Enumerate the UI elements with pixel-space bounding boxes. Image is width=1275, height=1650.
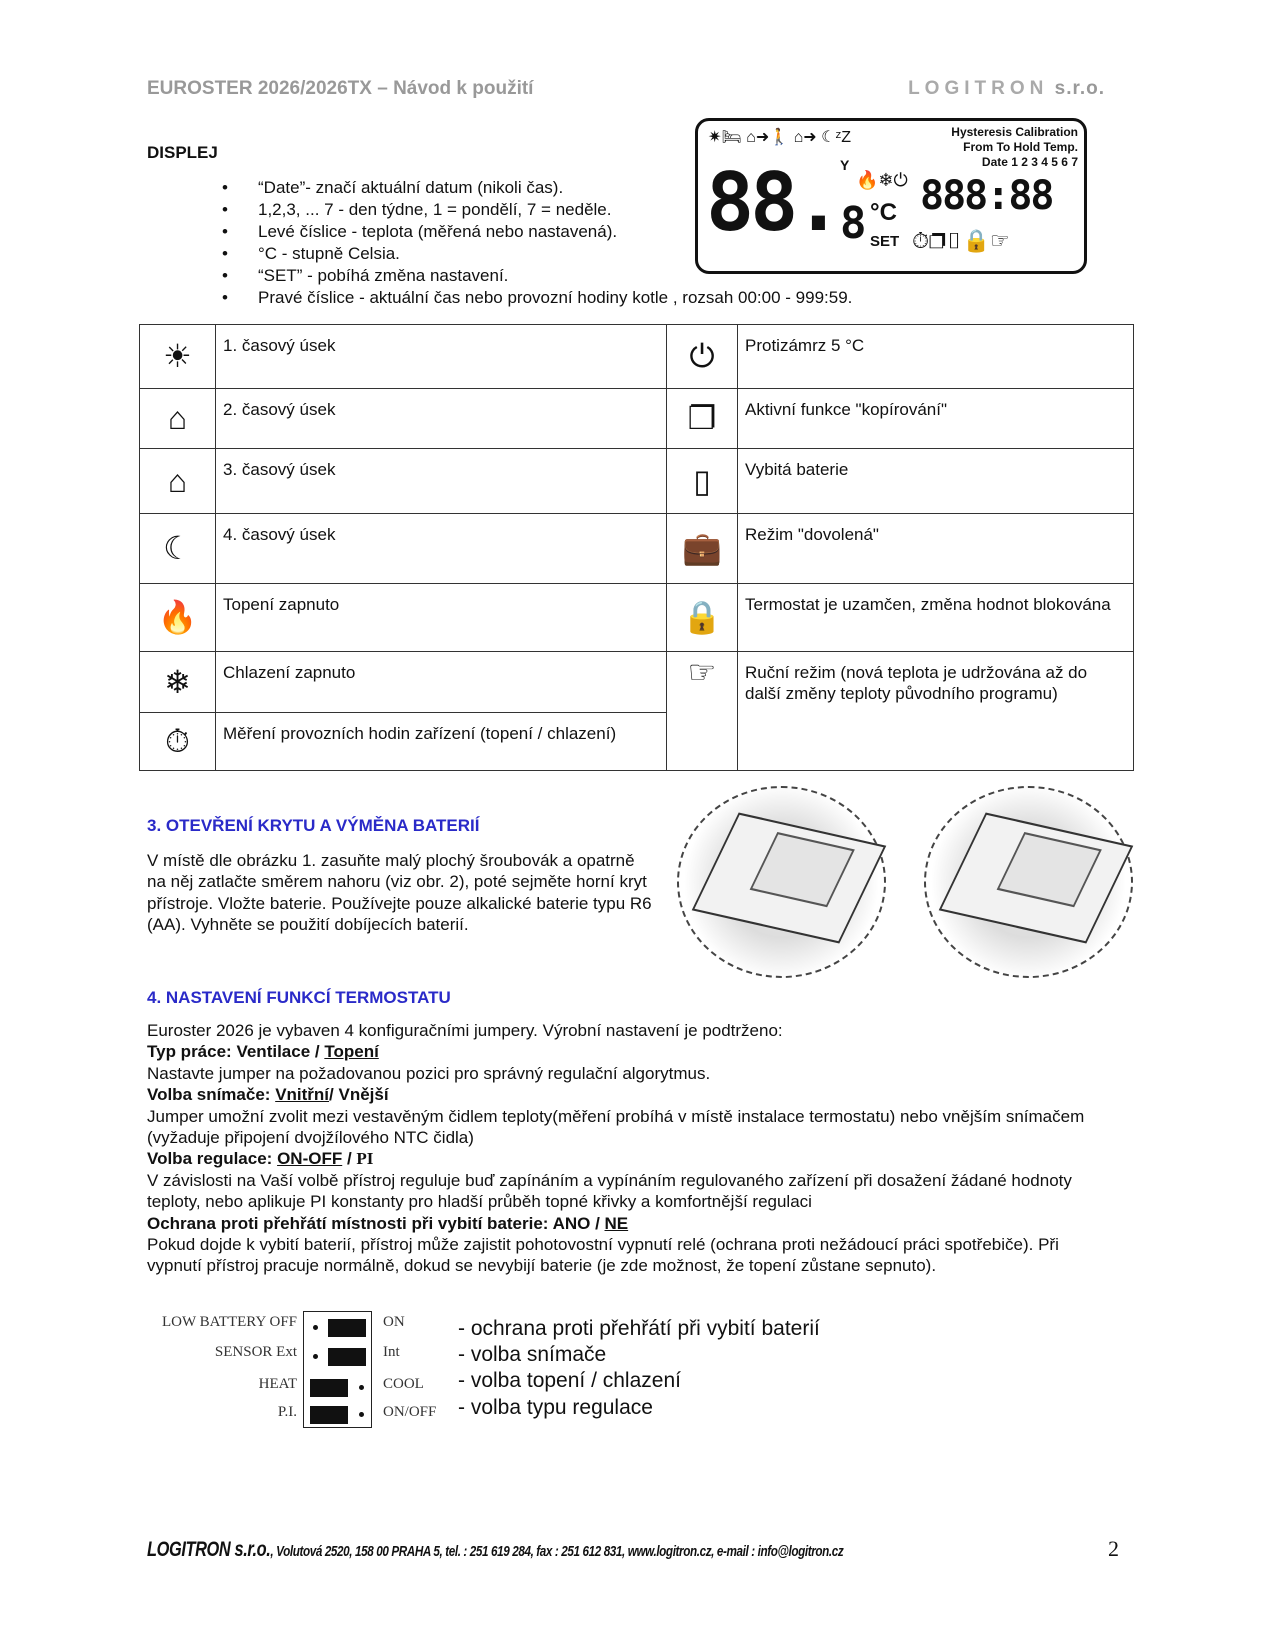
y-mark: Y bbox=[840, 157, 850, 173]
symbol-description: Chlazení zapnuto bbox=[216, 652, 667, 713]
jumper-description: - volba typu regulace bbox=[458, 1396, 653, 1419]
jumper-4 bbox=[310, 1405, 366, 1425]
jumper-description: - volba snímače bbox=[458, 1343, 607, 1366]
flame-icon: 🔥 bbox=[140, 584, 216, 652]
symbol-description: 3. časový úsek bbox=[216, 449, 667, 514]
symbol-description: Aktivní funkce "kopírování" bbox=[738, 389, 1134, 449]
battery-cover-illustration-2 bbox=[924, 786, 1133, 978]
section3-heading: 3. OTEVŘENÍ KRYTU A VÝMĚNA BATERIÍ bbox=[147, 816, 480, 835]
sleep-icon: ☾ bbox=[140, 514, 216, 584]
symbols-table bbox=[139, 324, 1134, 771]
time-digits: 888:88 bbox=[920, 173, 1053, 219]
jumper-left-label: HEAT bbox=[258, 1376, 297, 1392]
temperature-digits: 88. bbox=[706, 156, 839, 249]
lcd-display-diagram bbox=[695, 118, 1087, 274]
footer-contact: LOGITRON s.r.o., Volutová 2520, 158 00 PRAHA 5, tel. : 251 619 284, fax : 251 612 831, www.logitron.cz, e-mail : info@logitron.cz bbox=[147, 1538, 844, 1561]
lcd-labels: Hysteresis Calibration From To Hold Temp. Date 1 2 3 4 5 6 7 bbox=[951, 125, 1078, 169]
symbol-description: 1. časový úsek bbox=[216, 325, 667, 389]
jumper-3 bbox=[310, 1378, 366, 1398]
option-text: Nastavte jumper na požadovanou pozici pro správný regulační algorytmus. bbox=[147, 1063, 711, 1083]
suitcase-icon: 💼 bbox=[667, 514, 738, 584]
bullet-item: • °C - stupně Celsia. bbox=[222, 243, 852, 265]
jumper-option-title: Volba snímače: Vnitřní/ Vnější bbox=[147, 1085, 389, 1105]
option-text: Pokud dojde k vybití baterií, přístroj může zajistit pohotovostní vypnutí relé (ochrana proti nežádoucí práci spotřebiče). Při vypnutí přístroj pracuje normálně, dokud se nevybijí baterie (je zde možnost, že topení zůstane sepnuto). bbox=[147, 1235, 1059, 1276]
jumper-1 bbox=[310, 1318, 366, 1338]
jumper-option-title: Ochrana proti přehřátí místnosti při vybití baterie: ANO / NE bbox=[147, 1213, 629, 1233]
bullet-item: • Levé číslice - teplota (měřená nebo nastavená). bbox=[222, 221, 852, 243]
jumper-left-label: SENSOR Ext bbox=[214, 1344, 297, 1360]
jumper-right-label: Int bbox=[383, 1344, 400, 1360]
jumper-block-diagram bbox=[303, 1311, 372, 1428]
period-icons: ✷🛏 ⌂➜🚶 ⌂➜ ☾ᶻZ bbox=[708, 129, 851, 146]
symbol-description: Topení zapnuto bbox=[216, 584, 667, 652]
bullet-item: • “SET” - pobíhá změna nastavení. bbox=[222, 265, 852, 287]
document-header-title: EUROSTER 2026/2026TX – Návod k použití bbox=[147, 78, 534, 99]
option-text: V závislosti na Vaší volbě přístroj reguluje buď zapínáním a vypínáním regulovaného zařízení při dosažení žádané hodnoty teploty, nebo aplikuje PI konstanty pro hladší průběh topné křivky a komfortnější regulaci bbox=[147, 1170, 1072, 1212]
stopwatch-icon: ⏱ bbox=[140, 713, 216, 771]
battery-icon: ▯ bbox=[667, 449, 738, 514]
section4-body bbox=[147, 1020, 1107, 1277]
jumper-right-label: COOL bbox=[383, 1376, 424, 1392]
symbol-description: Termostat je uzamčen, změna hodnot blokována bbox=[738, 584, 1134, 652]
power-icon: ⏻ bbox=[667, 325, 738, 389]
display-heading: DISPLEJ bbox=[147, 143, 218, 162]
copy-icon: ❐ bbox=[667, 389, 738, 449]
symbol-description: Ruční režim (nová teplota je udržována až do další změny teploty původního programu) bbox=[738, 652, 1134, 771]
jumper-left-label: LOW BATTERY OFF bbox=[161, 1314, 297, 1330]
symbol-description: Režim "dovolená" bbox=[738, 514, 1134, 584]
wake-up-icon: ☀ bbox=[140, 325, 216, 389]
hand-pointer-icon: ☞ bbox=[667, 652, 738, 771]
intro-text: Euroster 2026 je vybaven 4 konfiguračními jumpery. Výrobní nastavení je podtrženo: bbox=[147, 1021, 783, 1040]
symbol-description: Protizámrz 5 °C bbox=[738, 325, 1134, 389]
section4-heading: 4. NASTAVENÍ FUNKCÍ TERMOSTATU bbox=[147, 988, 451, 1007]
status-icons: ⏱❐▯🔒☞ bbox=[912, 228, 1010, 253]
jumper-right-label: ON/OFF bbox=[383, 1404, 437, 1420]
leave-home-icon: ⌂ bbox=[140, 389, 216, 449]
jumper-right-label: ON bbox=[383, 1314, 405, 1330]
set-indicator: SET bbox=[870, 233, 900, 250]
jumper-description: - volba topení / chlazení bbox=[458, 1369, 681, 1392]
company-logo: LOGITRON s.r.o. bbox=[908, 78, 1105, 99]
lock-icon: 🔒 bbox=[667, 584, 738, 652]
decimal-digit: 8 bbox=[840, 198, 867, 249]
page-number: 2 bbox=[1108, 1536, 1119, 1561]
battery-cover-illustration-1 bbox=[677, 786, 886, 978]
section3-text: V místě dle obrázku 1. zasuňte malý plochý šroubovák a opatrně na něj zatlačte směrem nahoru (viz obr. 2), poté sejměte horní kryt přístroje. Vložte baterie. Používejte pouze alkalické baterie typu R6 (AA). Vyhněte se použití dobíjecích baterií. bbox=[147, 851, 652, 935]
bullet-item: • 1,2,3, ... 7 - den týdne, 1 = pondělí, 7 = neděle. bbox=[222, 199, 852, 221]
jumper-option-title: Volba regulace: ON-OFF / PI bbox=[147, 1149, 374, 1169]
option-text: Jumper umožní zvolit mezi vestavěným čidlem teploty(měření probíhá v místě instalace termostatu) nebo vnějším snímačem (vyžaduje připojení dvojžílového NTC čidla) bbox=[147, 1106, 1085, 1148]
celsius-unit: °C bbox=[870, 199, 897, 226]
jumper-option-title: Typ práce: Ventilace / Topení bbox=[147, 1042, 379, 1062]
return-home-icon: ⌂ bbox=[140, 449, 216, 514]
symbol-description: 4. časový úsek bbox=[216, 514, 667, 584]
symbol-description: 2. časový úsek bbox=[216, 389, 667, 449]
jumper-2 bbox=[310, 1347, 366, 1367]
bullet-item: • Pravé číslice - aktuální čas nebo provozní hodiny kotle , rozsah 00:00 - 999:59. bbox=[222, 287, 852, 309]
flame-snow-power-icons: 🔥❄⏻ bbox=[856, 170, 908, 190]
symbol-description: Měření provozních hodin zařízení (topení / chlazení) bbox=[216, 713, 667, 771]
jumper-description: - ochrana proti přehřátí při vybití baterií bbox=[458, 1317, 820, 1340]
symbol-description: Vybitá baterie bbox=[738, 449, 1134, 514]
snowflake-icon: ❄ bbox=[140, 652, 216, 713]
bullet-item: • “Date”- značí aktuální datum (nikoli čas). bbox=[222, 177, 852, 199]
jumper-left-label: P.I. bbox=[277, 1404, 297, 1420]
